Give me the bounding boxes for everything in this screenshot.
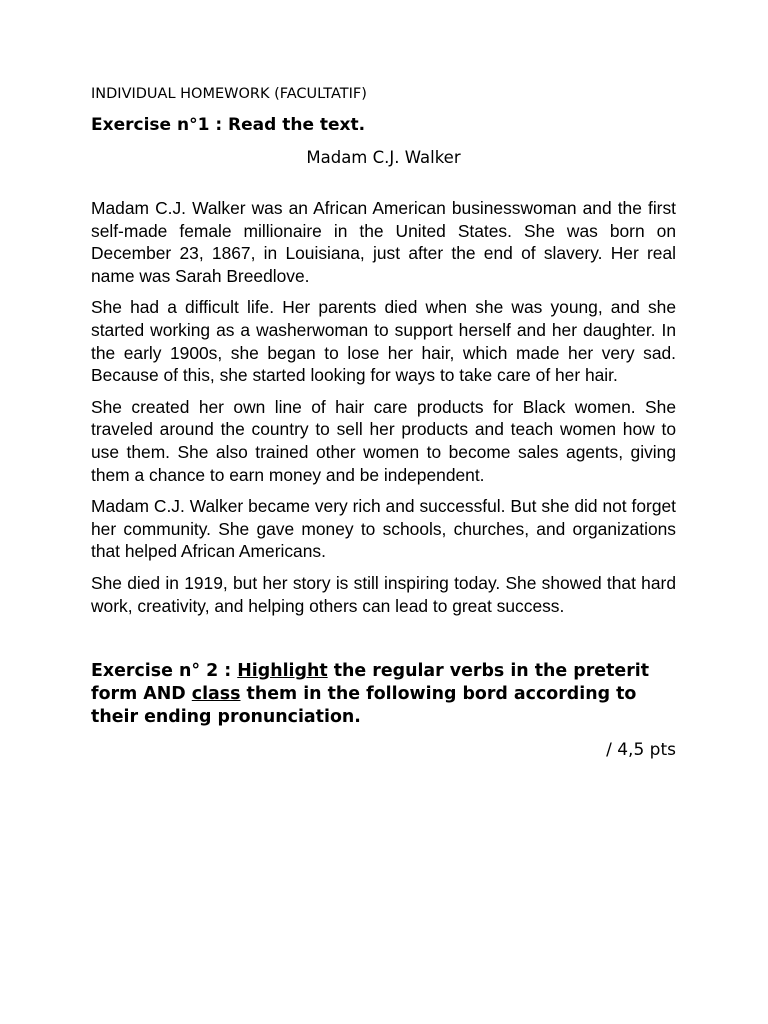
exercise-2-prefix: Exercise n° 2 : xyxy=(91,661,238,682)
exercise-2-instruction xyxy=(91,660,676,729)
paragraph-5: She died in 1919, but her story is still inspiring today. She showed that hard work, creativity, and helping others can lead to great success. xyxy=(91,572,676,616)
paragraph-2: She had a difficult life. Her parents died when she was young, and she started working as a washerwoman to support herself and her daughter. In the early 1900s, she began to lose her hair, which made her very sad. Because of this, she started looking for ways to take care of her hair. xyxy=(91,297,676,386)
exercise-2-suffix: them in the following bord according to their ending pronunciation. xyxy=(91,684,637,728)
exercise-2-middle: the regular verbs in the preterit form AND xyxy=(91,661,650,705)
highlight-word: Highlight xyxy=(237,661,328,682)
paragraph-3: She created her own line of hair care products for Black women. She traveled around the country to sell her products and teach women how to use them. She also trained other women to become sales agents, giving them a chance to earn money and be independent. xyxy=(91,396,676,485)
paragraph-1: Madam C.J. Walker was an African American businesswoman and the first self-made female millionaire in the United States. She was born on December 23, 1867, in Louisiana, just after the end of slavery. Her real name was Sarah Breedlove. xyxy=(91,198,676,286)
homework-header: INDIVIDUAL HOMEWORK (FACULTATIF) xyxy=(91,86,367,102)
paragraph-4: Madam C.J. Walker became very rich and successful. But she did not forget her community. She gave money to schools, churches, and organizations that helped African Americans. xyxy=(91,496,676,562)
class-word: class xyxy=(191,684,241,705)
exercise-1-title: Exercise n°1 : Read the text. xyxy=(91,115,366,135)
text-title: Madam C.J. Walker xyxy=(306,148,461,167)
document-page xyxy=(91,84,676,761)
points-label: / 4,5 pts xyxy=(606,740,676,761)
